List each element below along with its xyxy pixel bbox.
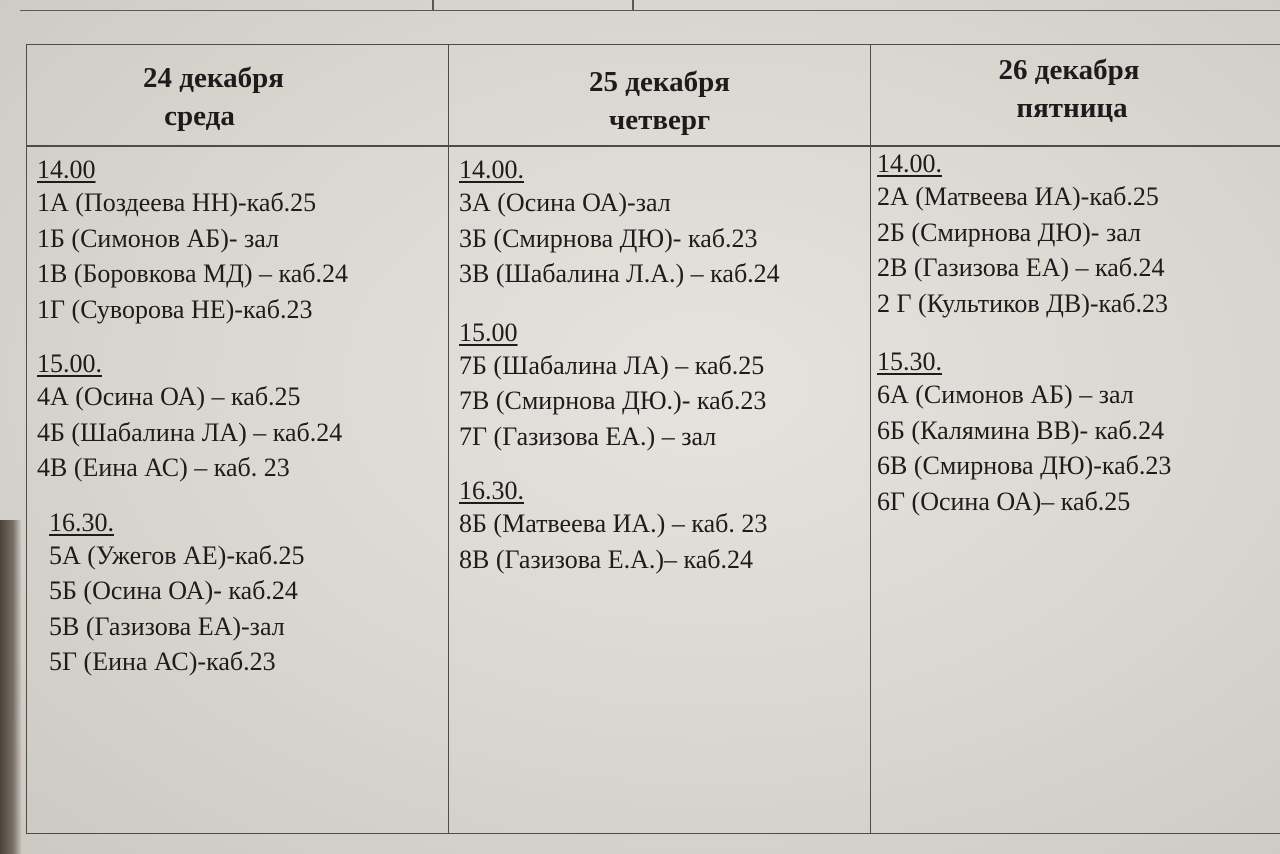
column-body bbox=[459, 155, 880, 595]
class-entry: 8В (Газизова Е.А.)– каб.24 bbox=[459, 544, 754, 574]
column-weekday: четверг bbox=[608, 104, 711, 136]
time-label: 14.00. bbox=[459, 155, 524, 184]
day-column-25-december bbox=[449, 45, 871, 833]
class-entry: 3Б (Смирнова ДЮ)- каб.23 bbox=[459, 223, 758, 253]
time-label: 15.00 bbox=[459, 317, 518, 347]
time-label: 16.30. bbox=[49, 507, 114, 537]
column-date: 25 декабря bbox=[589, 66, 730, 98]
time-label: 14.00. bbox=[877, 149, 942, 178]
column-date: 26 декабря bbox=[998, 54, 1140, 86]
time-slot bbox=[37, 508, 458, 680]
time-slot bbox=[877, 149, 1280, 321]
column-header bbox=[449, 63, 870, 139]
class-entry: 4Б (Шабалина ЛА) – каб.24 bbox=[37, 417, 343, 447]
day-column-26-december bbox=[871, 45, 1280, 833]
previous-table-divider bbox=[632, 0, 634, 10]
page-edge-shadow bbox=[0, 520, 22, 854]
column-weekday: пятница bbox=[1016, 92, 1128, 124]
previous-table-divider bbox=[432, 0, 434, 10]
class-entry: 4А (Осина ОА) – каб.25 bbox=[37, 382, 301, 411]
class-entry: 2В (Газизова ЕА) – каб.24 bbox=[877, 253, 1165, 282]
column-body bbox=[37, 155, 458, 698]
class-entry: 7Г (Газизова ЕА.) – зал bbox=[459, 421, 717, 451]
class-entry: 6Г (Осина ОА)– каб.25 bbox=[877, 486, 1131, 516]
class-entry: 1В (Боровкова МД) – каб.24 bbox=[37, 259, 349, 288]
time-label: 15.00. bbox=[37, 349, 102, 378]
class-entry: 2А (Матвеева ИА)-каб.25 bbox=[877, 182, 1159, 211]
class-entry: 2 Г (Культиков ДВ)-каб.23 bbox=[877, 288, 1169, 318]
day-column-24-december bbox=[27, 45, 449, 833]
class-entry: 7В (Смирнова ДЮ.)- каб.23 bbox=[459, 386, 767, 415]
class-entry: 5В (Газизова ЕА)-зал bbox=[49, 611, 285, 641]
time-slot bbox=[459, 476, 880, 577]
schedule-table bbox=[26, 44, 1280, 834]
class-entry: 3А (Осина ОА)-зал bbox=[459, 188, 671, 217]
time-slot bbox=[459, 318, 880, 455]
class-entry: 7Б (Шабалина ЛА) – каб.25 bbox=[459, 350, 765, 380]
class-entry: 3В (Шабалина Л.А.) – каб.24 bbox=[459, 259, 780, 288]
class-entry: 5А (Ужегов АЕ)-каб.25 bbox=[49, 540, 305, 570]
column-header bbox=[27, 59, 448, 135]
time-label: 14.00 bbox=[37, 155, 96, 184]
class-entry: 1А (Поздеева НН)-каб.25 bbox=[37, 188, 317, 217]
previous-table-edge bbox=[20, 0, 1280, 11]
class-entry: 1Г (Суворова НЕ)-каб.23 bbox=[37, 294, 313, 324]
class-entry: 8Б (Матвеева ИА.) – каб. 23 bbox=[459, 509, 768, 538]
class-entry: 1Б (Симонов АБ)- зал bbox=[37, 223, 280, 253]
time-slot bbox=[37, 155, 458, 327]
time-label: 15.30. bbox=[877, 347, 942, 376]
class-entry: 5Г (Еина АС)-каб.23 bbox=[49, 647, 276, 676]
class-entry: 6В (Смирнова ДЮ)-каб.23 bbox=[877, 451, 1172, 480]
column-header bbox=[871, 51, 1280, 127]
class-entry: 4В (Еина АС) – каб. 23 bbox=[37, 453, 290, 482]
time-label: 16.30. bbox=[459, 476, 524, 505]
class-entry: 6А (Симонов АБ) – зал bbox=[877, 380, 1134, 409]
class-entry: 6Б (Калямина ВВ)- каб.24 bbox=[877, 415, 1165, 445]
time-slot bbox=[37, 349, 458, 486]
column-date: 24 декабря bbox=[143, 62, 284, 94]
time-slot bbox=[877, 347, 1280, 519]
class-entry: 5Б (Осина ОА)- каб.24 bbox=[49, 576, 298, 605]
column-weekday: среда bbox=[164, 100, 235, 132]
column-body bbox=[877, 149, 1280, 537]
class-entry: 2Б (Смирнова ДЮ)- зал bbox=[877, 217, 1141, 247]
time-slot bbox=[459, 155, 880, 292]
